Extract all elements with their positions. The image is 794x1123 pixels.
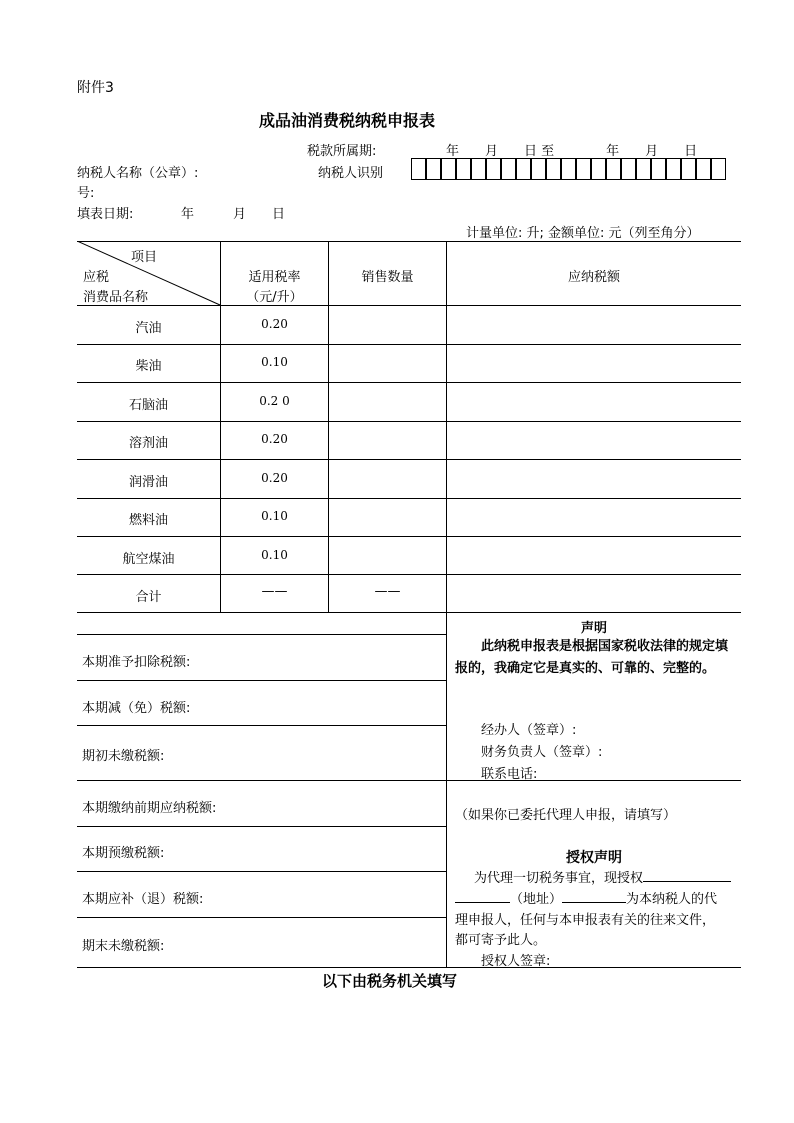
total-label: 合计 (135, 590, 162, 605)
opening-unpaid-label: 期初未缴税额: (82, 749, 165, 764)
tax-amount-header: 应纳税额 (567, 270, 620, 285)
id-digit-box[interactable] (411, 158, 426, 180)
product-name: 航空煤油 (122, 552, 175, 567)
units-note: 计量单位: 升; 金额单位: 元（列至角分） (466, 226, 700, 241)
total-quantity-dash: —— (374, 584, 401, 599)
rate-unit-header: （元/升） (246, 290, 303, 305)
authorization-title: 授权声明 (566, 850, 622, 866)
contact-phone-label: 联系电话: (481, 767, 538, 782)
authorization-line-3: 理申报人，任何与本申报表有关的往来文件， (455, 913, 716, 928)
agent-name-blank[interactable] (643, 869, 731, 882)
id-digit-box[interactable] (516, 158, 531, 180)
exempt-tax-label: 本期减（免）税额: (82, 701, 191, 716)
declaration-text: 此纳税申报表是根据国家税收法律的规定填报的，我确定它是真实的、可靠的、完整的。 (455, 639, 729, 676)
id-digit-box[interactable] (501, 158, 516, 180)
handler-signature-label: 经办人（签章）: (481, 723, 577, 738)
product-name: 润滑油 (128, 475, 168, 490)
id-digit-box[interactable] (486, 158, 501, 180)
prepaid-tax-label: 本期预缴税额: (82, 846, 165, 861)
agent-note: （如果你已委托代理人申报，请填写） (455, 808, 677, 823)
id-digit-box[interactable] (546, 158, 561, 180)
id-digit-box[interactable] (651, 158, 666, 180)
id-digit-box[interactable] (561, 158, 576, 180)
agent-address-blank[interactable] (562, 890, 626, 903)
id-digit-box[interactable] (606, 158, 621, 180)
corner-taxable-label: 应税 (83, 270, 110, 285)
declaration-title: 声明 (580, 621, 607, 636)
id-digit-box[interactable] (426, 158, 441, 180)
authorization-text-1: 为代理一切税务事宜，现授权 (474, 871, 644, 886)
tax-authority-section-title: 以下由税务机关填写 (322, 972, 458, 990)
authorization-text-2: 为本纳税人的代 (626, 892, 718, 907)
tax-rate: 0.10 (261, 548, 288, 562)
tax-rate: 0.10 (261, 509, 288, 523)
closing-unpaid-label: 期末未缴税额: (82, 939, 165, 954)
tax-rate: 0.20 (261, 471, 288, 485)
finance-signature-label: 财务负责人（签章）: (481, 745, 603, 760)
authorization-line-1 (474, 867, 731, 886)
id-digit-box[interactable] (456, 158, 471, 180)
authorization-address-label: （地址） (510, 892, 563, 907)
tax-rate: 0.10 (261, 355, 288, 369)
id-digit-box[interactable] (471, 158, 486, 180)
taxpayer-name-label: 纳税人名称（公章）: (77, 166, 199, 181)
tax-rate: 0.20 (261, 432, 288, 446)
id-digit-box[interactable] (531, 158, 546, 180)
quantity-header: 销售数量 (361, 270, 414, 285)
product-name: 燃料油 (128, 513, 168, 528)
id-digit-box[interactable] (591, 158, 606, 180)
agent-name-blank-cont[interactable] (455, 890, 510, 903)
id-digit-box[interactable] (711, 158, 726, 180)
rate-header: 适用税率 (248, 270, 301, 285)
id-digit-box[interactable] (636, 158, 651, 180)
id-digit-box[interactable] (696, 158, 711, 180)
product-name: 溶剂油 (128, 436, 168, 451)
id-digit-box[interactable] (681, 158, 696, 180)
supplementary-tax-label: 本期应补（退）税额: (82, 892, 204, 907)
tax-period-label: 税款所属期: (307, 144, 377, 159)
tax-rate: 0.20 (261, 317, 288, 331)
product-name: 石脑油 (128, 398, 168, 413)
product-name: 柴油 (135, 359, 162, 374)
id-digit-box[interactable] (621, 158, 636, 180)
authorization-line-4: 都可寄予此人。 (455, 933, 547, 948)
product-name: 汽油 (135, 321, 162, 336)
id-digit-box[interactable] (441, 158, 456, 180)
authorization-line-2 (455, 888, 717, 907)
fill-date-label: 填表日期: (77, 207, 134, 222)
attachment-label: 附件3 (77, 80, 114, 96)
corner-product-label: 消费品名称 (83, 290, 149, 305)
form-title: 成品油消费税纳税申报表 (258, 111, 435, 130)
id-digit-box[interactable] (576, 158, 591, 180)
taxpayer-id-suffix: 号: (77, 186, 95, 201)
tax-rate: 0.2 0 (259, 394, 290, 408)
taxpayer-id-label: 纳税人识别 (318, 166, 384, 181)
tax-period-text: 年 月 日 至 年 月 日 (446, 144, 698, 159)
authorizer-signature-label: 授权人签章: (481, 954, 551, 969)
id-digit-box[interactable] (666, 158, 681, 180)
total-rate-dash: —— (261, 584, 288, 599)
corner-item-label: 项目 (131, 250, 158, 265)
deductible-tax-label: 本期准予扣除税额: (82, 655, 191, 670)
prior-period-paid-label: 本期缴纳前期应纳税额: (82, 801, 217, 816)
fill-date-text: 年 月 日 (181, 207, 286, 222)
